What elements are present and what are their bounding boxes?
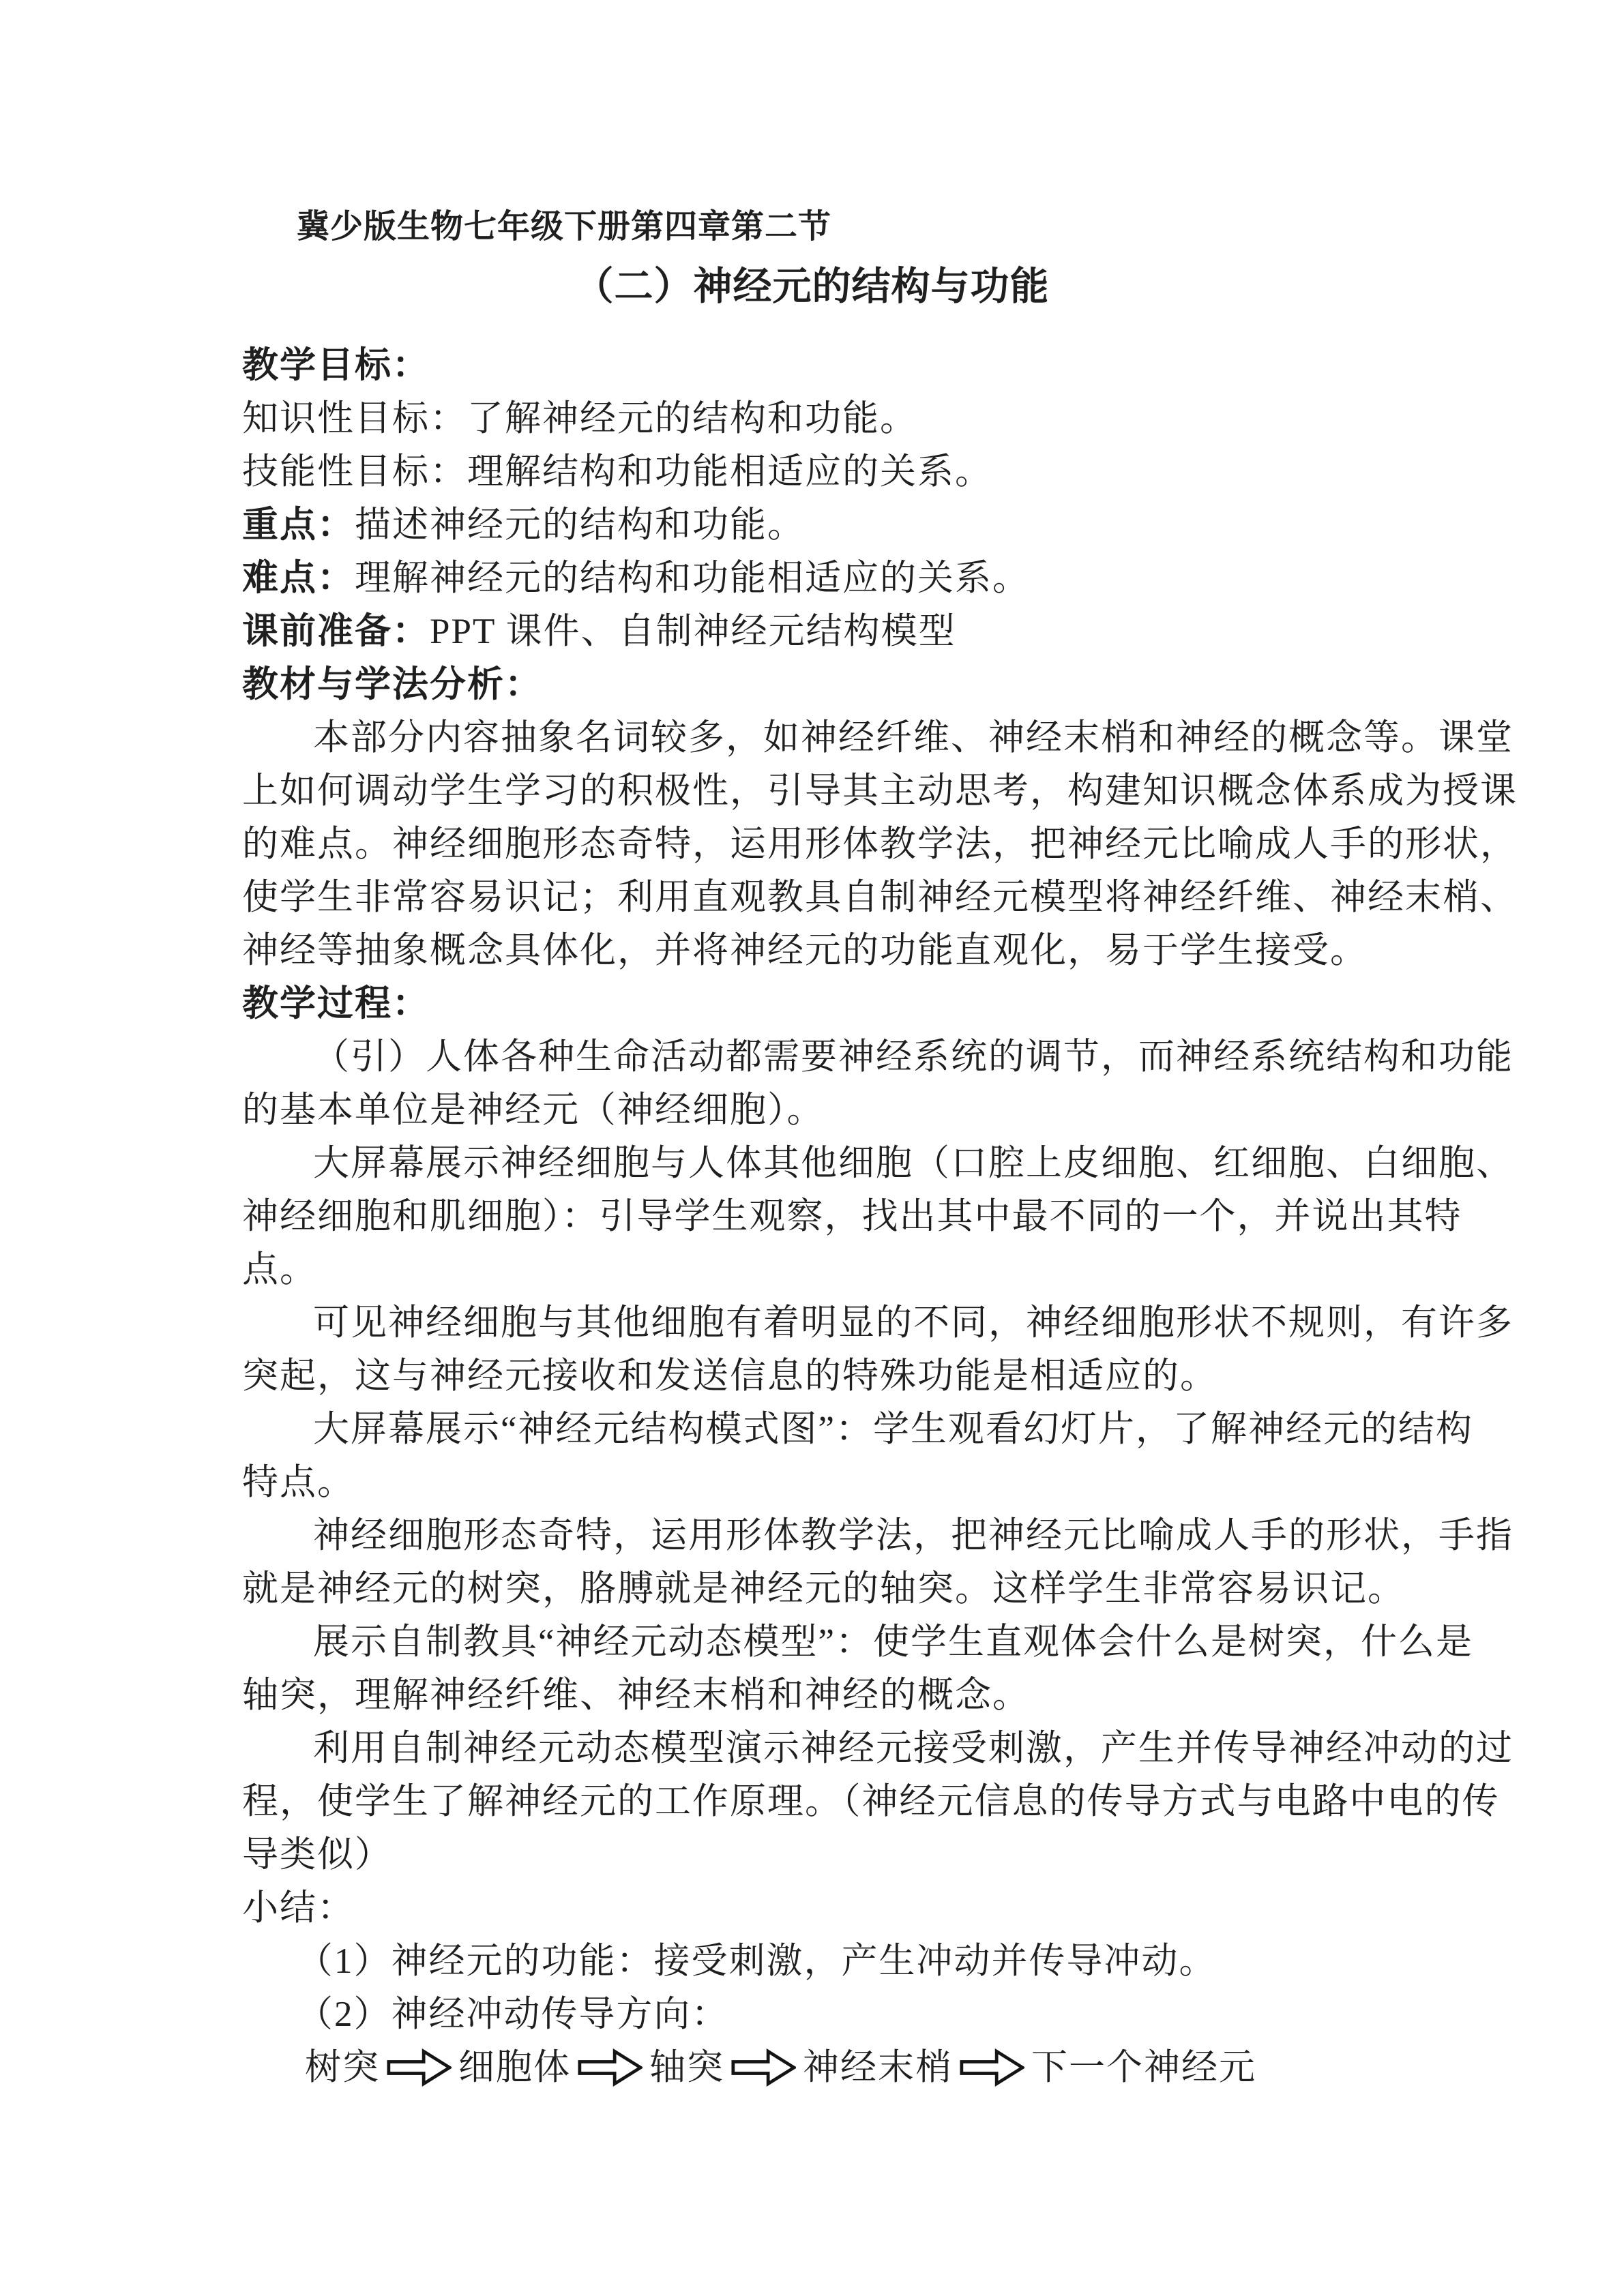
text-line: [242, 1988, 1511, 2041]
text-line: [242, 1137, 1514, 1190]
text-line: [242, 1296, 1514, 1350]
line-text: 突起，这与神经元接收和发送信息的特殊功能是相适应的。: [242, 1356, 1217, 1396]
flow-step: 下一个神经元: [1031, 2048, 1256, 2087]
flow-step: 树突: [305, 2048, 380, 2087]
line-text: 大屏幕展示神经细胞与人体其他细胞（口腔上皮细胞、红细胞、白细胞、: [313, 1144, 1514, 1183]
line-text: 程，使学生了解神经元的工作原理。（神经元信息的传导方式与电路中电的传: [242, 1782, 1500, 1821]
text-line: [242, 1190, 1511, 1243]
text-line: [242, 1775, 1511, 1828]
heading-teaching-goals: [242, 339, 1511, 392]
heading-teaching-process: [242, 977, 1511, 1030]
text-line: [242, 1403, 1511, 1456]
text-line-preparation: [242, 605, 1511, 658]
text-line: [242, 871, 1518, 924]
document-header: 冀少版生物七年级下册第四章第二节: [297, 209, 832, 245]
line-text: 技能性目标：理解结构和功能相适应的关系。: [242, 452, 992, 492]
line-text: 可见神经细胞与其他细胞有着明显的不同，神经细胞形状不规则，有许多: [313, 1303, 1514, 1343]
document-title: （二）神经元的结构与功能: [574, 265, 1050, 308]
flow-step: 神经末梢: [803, 2048, 953, 2087]
line-text: （2）神经冲动传导方向：: [297, 1995, 729, 2034]
line-text: 的难点。神经细胞形态奇特，运用形体教学法，把神经元比喻成人手的形状，: [242, 824, 1518, 864]
line-bold-text: 教学过程：: [242, 984, 430, 1024]
line-text: 轴突，理解神经纤维、神经末梢和神经的概念。: [242, 1675, 1030, 1715]
flow-step: 细胞体: [458, 2048, 571, 2087]
line-text: 理解神经元的结构和功能相适应的关系。: [355, 558, 1030, 598]
line-text: 描述神经元的结构和功能。: [355, 505, 805, 545]
text-line: [242, 1722, 1514, 1775]
line-text: （1）神经元的功能：接受刺激，产生冲动并传导冲动。: [297, 1941, 1217, 1981]
line-text: 上如何调动学生学习的积极性，引导其主动思考，构建知识概念体系成为授课: [242, 771, 1518, 811]
right-arrow-icon: [387, 2048, 452, 2087]
document-body: [242, 339, 1518, 2094]
text-line-difficult-point: [242, 552, 1511, 605]
line-bold-text: 教材与学法分析：: [242, 665, 542, 704]
text-line: [242, 1509, 1514, 1562]
heading-material-analysis: [242, 658, 1511, 711]
text-line: [242, 711, 1514, 764]
line-bold-text: 课前准备：: [242, 612, 430, 651]
text-line: [242, 1562, 1511, 1615]
text-line: [242, 1350, 1511, 1403]
line-text: PPT 课件、自制神经元结构模型: [430, 612, 956, 651]
text-line: [242, 1935, 1511, 1988]
text-line-summary: [242, 1881, 1511, 1935]
nerve-impulse-flow-diagram: [242, 2041, 1511, 2094]
text-line: [242, 445, 1511, 498]
line-text: 点。: [242, 1250, 317, 1289]
line-text: （引）人体各种生命活动都需要神经系统的调节，而神经系统结构和功能: [313, 1037, 1514, 1077]
right-arrow-icon: [731, 2048, 796, 2087]
text-line: [242, 1030, 1514, 1084]
line-text: 神经细胞形态奇特，运用形体教学法，把神经元比喻成人手的形状，手指: [313, 1516, 1514, 1555]
line-text: 使学生非常容易识记；利用直观教具自制神经元模型将神经纤维、神经末梢、: [242, 878, 1518, 917]
text-line: [242, 818, 1518, 871]
line-bold-text: 重点：: [242, 505, 355, 545]
line-text: 小结：: [242, 1888, 355, 1928]
line-text: 就是神经元的树突，胳膊就是神经元的轴突。这样学生非常容易识记。: [242, 1569, 1405, 1609]
line-text: 特点。: [242, 1463, 355, 1502]
text-line: [242, 392, 1511, 445]
line-text: 利用自制神经元动态模型演示神经元接受刺激，产生并传导神经冲动的过: [313, 1729, 1514, 1768]
line-bold-text: 难点：: [242, 558, 355, 598]
line-text: 导类似）: [242, 1835, 392, 1875]
text-line: [242, 1615, 1511, 1669]
right-arrow-icon: [960, 2048, 1024, 2087]
line-text: 本部分内容抽象名词较多，如神经纤维、神经末梢和神经的概念等。课堂: [313, 718, 1514, 758]
text-line: [242, 1243, 1511, 1296]
line-text: 知识性目标：了解神经元的结构和功能。: [242, 399, 917, 438]
line-text: 神经细胞和肌细胞）：引导学生观察，找出其中最不同的一个，并说出其特: [242, 1197, 1462, 1236]
text-line-key-point: [242, 498, 1511, 552]
text-line: [242, 1828, 1511, 1881]
line-text: 大屏幕展示“神经元结构模式图”：学生观看幻灯片，了解神经元的结构: [313, 1410, 1474, 1449]
line-bold-text: 教学目标：: [242, 346, 430, 385]
flow-step: 轴突: [649, 2048, 724, 2087]
text-line: [242, 1084, 1511, 1137]
text-line: [242, 1456, 1511, 1509]
text-line: [242, 764, 1518, 818]
line-text: 神经等抽象概念具体化，并将神经元的功能直观化，易于学生接受。: [242, 931, 1368, 970]
text-line: [242, 1669, 1511, 1722]
line-text: 展示自制教具“神经元动态模型”：使学生直观体会什么是树突，什么是: [313, 1622, 1474, 1662]
right-arrow-icon: [578, 2048, 643, 2087]
line-text: 的基本单位是神经元（神经细胞）。: [242, 1090, 825, 1130]
text-line: [242, 924, 1511, 977]
